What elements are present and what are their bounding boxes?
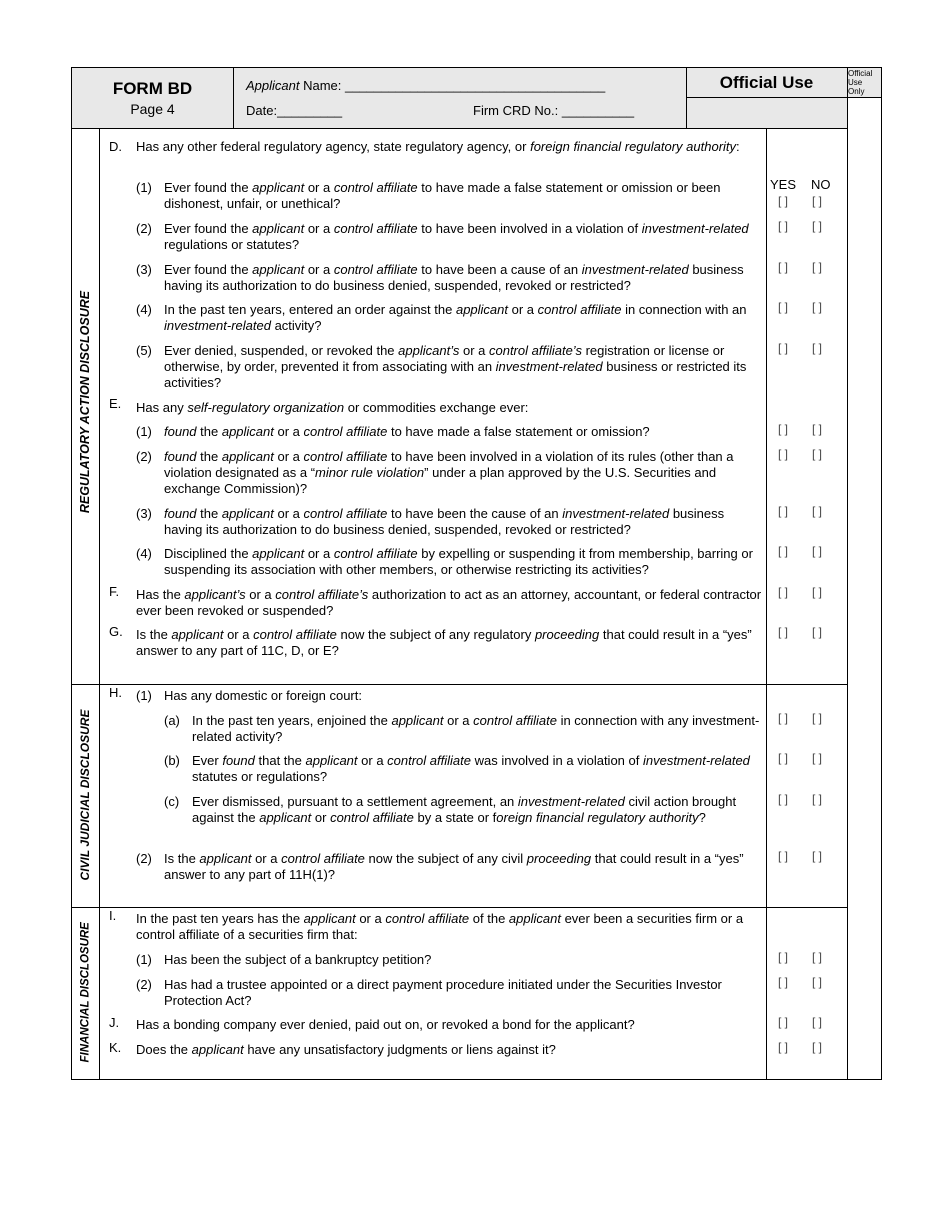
item-letter: F. — [109, 584, 120, 599]
firm-crd-field[interactable]: Firm CRD No.: __________ — [473, 103, 635, 118]
section-label-column-line — [99, 128, 100, 1080]
item-letter: I. — [109, 908, 117, 923]
checkbox-yes[interactable]: [ ] — [778, 849, 789, 863]
item-letter: E. — [109, 396, 122, 411]
item-number: (3) — [136, 262, 152, 277]
item-letter: K. — [109, 1040, 122, 1055]
question-text: Has a bonding company ever denied, paid out on, or revoked a bond for the applicant? — [136, 1017, 635, 1032]
checkbox-no[interactable]: [ ] — [812, 447, 823, 461]
checkbox-yes[interactable]: [ ] — [778, 422, 789, 436]
header-divider-1 — [233, 68, 234, 128]
item-number: (2) — [136, 221, 152, 236]
checkbox-no[interactable]: [ ] — [812, 1015, 823, 1029]
checkbox-yes[interactable]: [ ] — [778, 504, 789, 518]
question-text: Does the applicant have any unsatisfactory judgments or liens against it? — [136, 1042, 556, 1057]
checkbox-yes[interactable]: [ ] — [778, 751, 789, 765]
checkbox-yes[interactable]: [ ] — [778, 585, 789, 599]
checkbox-no[interactable]: [ ] — [812, 341, 823, 355]
checkbox-no[interactable]: [ ] — [812, 711, 823, 725]
checkbox-no[interactable]: [ ] — [812, 751, 823, 765]
question-text: Has had a trustee appointed or a direct payment procedure initiated under the Securities Investor Protection Act? — [164, 977, 722, 1008]
question-text: Has been the subject of a bankruptcy petition? — [164, 952, 432, 967]
question-text: Is the applicant or a control affiliate now the subject of any civil proceeding that could result in a “yes” answer to any part of 11H(1)? — [164, 851, 744, 882]
item-letter: D. — [109, 139, 122, 154]
checkbox-yes[interactable]: [ ] — [778, 194, 789, 208]
question-text: Is the applicant or a control affiliate now the subject of any regulatory proceeding that could result in a “yes” answer to any part of 11C, D, or E? — [136, 627, 752, 658]
question-text: found the applicant or a control affiliate to have been the cause of an investment-related business having its authorization to do business denied, suspended, revoked or restricted? — [164, 506, 725, 537]
answer-column-line — [766, 128, 767, 1080]
checkbox-no[interactable]: [ ] — [812, 792, 823, 806]
question-text: Has any domestic or foreign court: — [164, 688, 362, 703]
checkbox-no[interactable]: [ ] — [812, 625, 823, 639]
checkbox-no[interactable]: [ ] — [812, 219, 823, 233]
official-use-only-line — [847, 97, 881, 98]
item-letter: G. — [109, 624, 123, 639]
checkbox-no[interactable]: [ ] — [812, 950, 823, 964]
item-number: (b) — [164, 753, 180, 768]
question-text: Has any self-regulatory organization or commodities exchange ever: — [136, 400, 529, 415]
checkbox-no[interactable]: [ ] — [812, 194, 823, 208]
question-text: found the applicant or a control affiliate to have been involved in a violation of its rules (other than a violation designated as a “minor rule violation” under a plan approved by the U.S. Securities and exchange Commission)? — [164, 449, 734, 496]
checkbox-yes[interactable]: [ ] — [778, 300, 789, 314]
checkbox-no[interactable]: [ ] — [812, 975, 823, 989]
official-use-divider — [686, 97, 847, 98]
question-text: Ever dismissed, pursuant to a settlement agreement, an investment-related civil action brought against the applicant or control affiliate by a state or foreign financial regulatory authority? — [192, 794, 737, 825]
checkbox-no[interactable]: [ ] — [812, 849, 823, 863]
item-number: (a) — [164, 713, 180, 728]
header-bottom-line — [72, 128, 847, 129]
applicant-label: Applicant — [246, 78, 300, 93]
question-text: In the past ten years has the applicant or a control affiliate of the applicant ever been a securities firm or a control affiliate of a securities firm that: — [136, 911, 744, 942]
item-letter: J. — [109, 1015, 120, 1030]
question-text: Ever found that the applicant or a control affiliate was involved in a violation of investment-related statutes or regulations? — [192, 753, 750, 784]
question-text: Has any other federal regulatory agency, state regulatory agency, or foreign financial regulatory authority: — [136, 139, 740, 154]
form-title: FORM BD — [112, 79, 193, 98]
item-number: (3) — [136, 506, 152, 521]
checkbox-yes[interactable]: [ ] — [778, 447, 789, 461]
question-text: Disciplined the applicant or a control affiliate by expelling or suspending it from membership, barring or suspending its association with other members, or otherwise restricting its activities? — [164, 546, 753, 577]
date-field[interactable]: Date:_________ — [246, 103, 343, 118]
official-use-heading: Official Use — [719, 73, 814, 92]
section-divider-1 — [72, 684, 847, 685]
yes-column-header: YES — [770, 177, 797, 192]
checkbox-yes[interactable]: [ ] — [778, 544, 789, 558]
item-number: (4) — [136, 546, 152, 561]
checkbox-yes[interactable]: [ ] — [778, 1040, 789, 1054]
checkbox-yes[interactable]: [ ] — [778, 625, 789, 639]
applicant-name-field[interactable] — [246, 78, 605, 93]
item-number: (1) — [136, 688, 152, 703]
checkbox-no[interactable]: [ ] — [812, 260, 823, 274]
item-number: (c) — [164, 794, 180, 809]
item-number: (1) — [136, 952, 152, 967]
checkbox-no[interactable]: [ ] — [812, 504, 823, 518]
item-number: (4) — [136, 302, 152, 317]
question-text: Has the applicant’s or a control affiliate’s authorization to act as an attorney, accountant, or federal contractor ever been revoked or suspended? — [136, 587, 762, 618]
checkbox-yes[interactable]: [ ] — [778, 260, 789, 274]
page-number: Page 4 — [130, 101, 175, 117]
checkbox-yes[interactable]: [ ] — [778, 975, 789, 989]
checkbox-yes[interactable]: [ ] — [778, 219, 789, 233]
question-text: Ever found the applicant or a control affiliate to have made a false statement or omission or been dishonest, unfair, or unethical? — [164, 180, 721, 211]
official-use-only-label: Official Use Only — [848, 69, 873, 96]
item-number: (1) — [136, 424, 152, 439]
checkbox-yes[interactable]: [ ] — [778, 341, 789, 355]
section-divider-2 — [72, 907, 847, 908]
question-text: Ever denied, suspended, or revoked the applicant’s or a control affiliate’s registration or license or otherwise, by order, prevented it from associating with an investment-related business or restricted its activities? — [164, 343, 747, 390]
item-number: (2) — [136, 851, 152, 866]
checkbox-no[interactable]: [ ] — [812, 585, 823, 599]
checkbox-no[interactable]: [ ] — [812, 544, 823, 558]
section-regulatory-action: REGULATORY ACTION DISCLOSURE — [78, 290, 92, 514]
question-text: found the applicant or a control affiliate to have made a false statement or omission? — [164, 424, 650, 439]
item-number: (2) — [136, 449, 152, 464]
item-letter: H. — [109, 685, 122, 700]
name-label: Name: ____________________________________ — [299, 78, 606, 93]
checkbox-yes[interactable]: [ ] — [778, 792, 789, 806]
checkbox-yes[interactable]: [ ] — [778, 950, 789, 964]
question-text: In the past ten years, entered an order against the applicant or a control affiliate in connection with an investment-related activity? — [164, 302, 747, 333]
checkbox-no[interactable]: [ ] — [812, 300, 823, 314]
section-civil-judicial: CIVIL JUDICIAL DISCLOSURE — [78, 709, 92, 881]
no-column-header: NO — [811, 177, 831, 192]
item-number: (2) — [136, 977, 152, 992]
form-page — [71, 67, 882, 1080]
checkbox-no[interactable]: [ ] — [812, 1040, 823, 1054]
checkbox-no[interactable]: [ ] — [812, 422, 823, 436]
item-number: (5) — [136, 343, 152, 358]
official-use-column-line — [847, 68, 848, 1080]
checkbox-yes[interactable]: [ ] — [778, 1015, 789, 1029]
checkbox-yes[interactable]: [ ] — [778, 711, 789, 725]
item-number: (1) — [136, 180, 152, 195]
question-text: In the past ten years, enjoined the applicant or a control affiliate in connection with any investment-related activity? — [192, 713, 760, 744]
question-text: Ever found the applicant or a control affiliate to have been a cause of an investment-related business having its authorization to do business denied, suspended, revoked or restricted? — [164, 262, 744, 293]
question-text: Ever found the applicant or a control affiliate to have been involved in a violation of investment-related regulations or statutes? — [164, 221, 749, 252]
section-financial: FINANCIAL DISCLOSURE — [79, 922, 92, 1063]
